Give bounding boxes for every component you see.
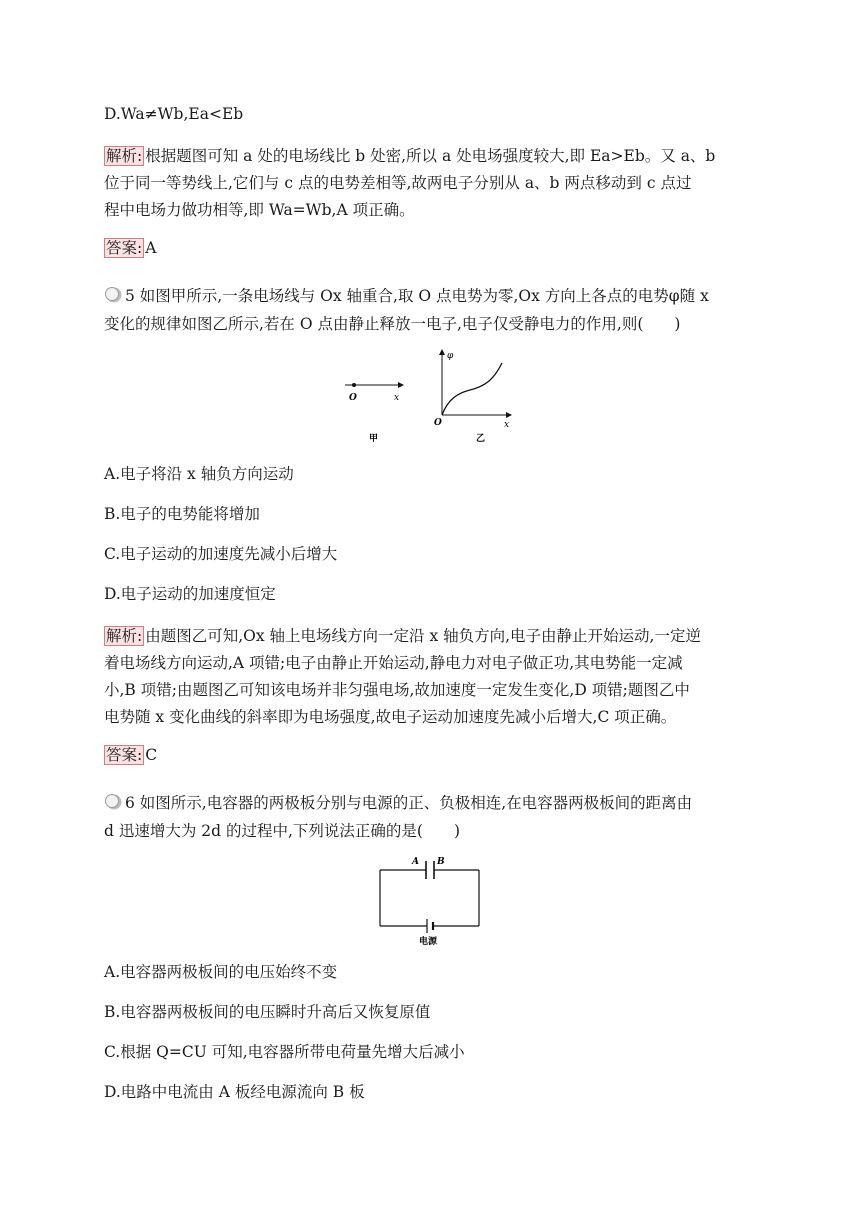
option-c: C.电子运动的加速度先减小后增大 xyxy=(104,545,338,563)
yi-caption: 乙 xyxy=(476,434,486,444)
answer-value: A xyxy=(145,239,157,257)
option-b: B.电容器两极板间的电压瞬时升高后又恢复原值 xyxy=(104,1003,431,1021)
jia-o-label: O xyxy=(349,393,357,403)
question-marker-icon xyxy=(104,286,122,304)
question-6-stem: d 迅速增大为 2d 的过程中,下列说法正确的是( ) xyxy=(104,822,461,840)
yi-x-label: x xyxy=(504,420,510,430)
question-6-stem: 6 如图所示,电容器的两极板分别与电源的正、负极相连,在电容器两极板间的距离由 xyxy=(104,793,692,813)
figure-jia xyxy=(345,382,404,444)
analysis-line: 着电场线方向运动,A 项错;电子由静止开始运动,静电力对电子做正功,其电势能一定减 xyxy=(104,654,683,672)
option-c: C.根据 Q=CU 可知,电容器所带电荷量先增大后减小 xyxy=(104,1043,465,1061)
option-d: D.电路中电流由 A 板经电源流向 B 板 xyxy=(104,1083,365,1101)
label-b: B xyxy=(437,857,445,867)
analysis-line: 位于同一等势线上,它们与 c 点的电势差相等,故两电子分别从 a、b 两点移动到 c 点过 xyxy=(104,174,692,192)
analysis-line: 小,B 项错;由题图乙可知该电场并非匀强电场,故加速度一定发生变化,D 项错;题图乙中 xyxy=(104,681,690,699)
analysis-tag: 解析: xyxy=(106,627,143,645)
label-a: A xyxy=(412,857,419,867)
analysis-line: 电势随 x 变化曲线的斜率即为电场强度,故电子运动加速度先减小后增大,C 项正确。 xyxy=(104,708,677,726)
question-5-stem: 5 如图甲所示,一条电场线与 Ox 轴重合,取 O 点电势为零,Ox 方向上各点的电势φ随 x xyxy=(104,286,709,306)
figure-circuit xyxy=(372,852,488,948)
option-a: A.电子将沿 x 轴负方向运动 xyxy=(104,465,294,483)
question-5-stem: 变化的规律如图乙所示,若在 O 点由静止释放一电子,电子仅受静电力的作用,则( ) xyxy=(104,315,681,333)
analysis-line: 程中电场力做功相等,即 Wa=Wb,A 项正确。 xyxy=(104,201,415,219)
answer-tag: 答案: xyxy=(106,746,143,764)
figure-yi xyxy=(434,349,512,444)
answer-value: C xyxy=(145,746,158,764)
figure-potential-graph xyxy=(340,345,520,445)
yi-o-label: O xyxy=(434,418,442,428)
answer-tag: 答案: xyxy=(106,239,143,257)
answer-line xyxy=(104,745,157,765)
label-power-source: 电源 xyxy=(419,937,438,947)
analysis-tag: 解析: xyxy=(106,147,143,165)
question-marker-icon xyxy=(104,793,122,811)
jia-caption: 甲 xyxy=(369,434,379,444)
option-d: D.Wa≠Wb,Ea<Eb xyxy=(104,105,244,123)
yi-phi-label: φ xyxy=(447,351,454,361)
analysis-line: 解析: 由题图乙可知,Ox 轴上电场线方向一定沿 x 轴负方向,电子由静止开始运动,一定逆 xyxy=(106,627,701,645)
jia-x-label: x xyxy=(394,393,400,403)
option-b: B.电子的电势能将增加 xyxy=(104,505,260,523)
answer-line xyxy=(104,238,156,258)
phi-curve xyxy=(442,363,502,415)
analysis-line: 解析: 根据题图可知 a 处的电场线比 b 处密,所以 a 处电场强度较大,即 Ea>Eb。又 a、b xyxy=(106,147,716,165)
option-d: D.电子运动的加速度恒定 xyxy=(104,585,276,603)
option-a: A.电容器两极板间的电压始终不变 xyxy=(104,963,338,981)
